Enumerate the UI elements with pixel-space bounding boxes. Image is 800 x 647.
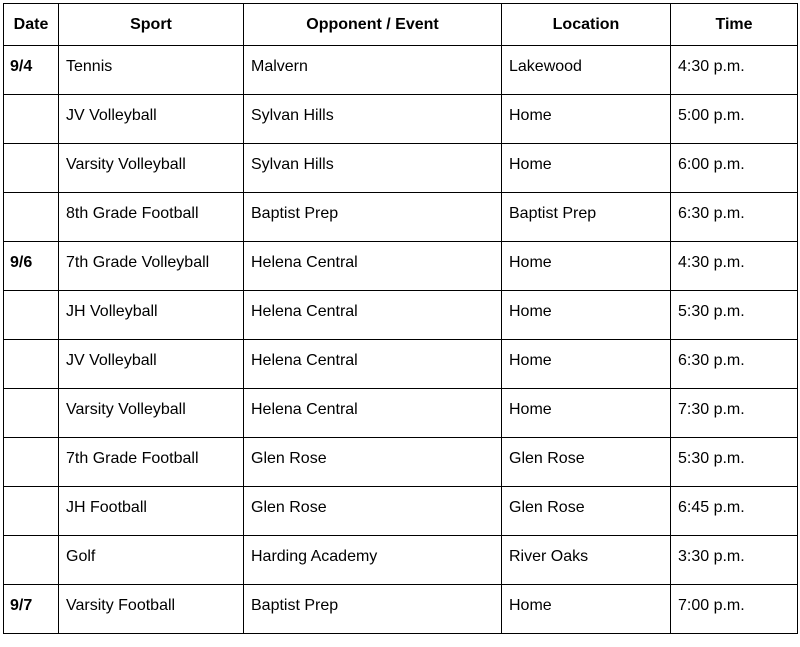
- sport-cell: 7th Grade Volleyball: [59, 242, 244, 291]
- time-cell: 4:30 p.m.: [671, 46, 798, 95]
- time-cell: 7:30 p.m.: [671, 389, 798, 438]
- date-cell: [4, 389, 59, 438]
- header-time: Time: [671, 4, 798, 46]
- date-cell: [4, 193, 59, 242]
- sport-cell: Tennis: [59, 46, 244, 95]
- opponent-cell: Helena Central: [244, 389, 502, 438]
- location-cell: River Oaks: [502, 536, 671, 585]
- opponent-cell: Malvern: [244, 46, 502, 95]
- time-cell: 3:30 p.m.: [671, 536, 798, 585]
- location-cell: Lakewood: [502, 46, 671, 95]
- location-cell: Home: [502, 242, 671, 291]
- table-body: [4, 46, 798, 634]
- location-cell: Home: [502, 291, 671, 340]
- table-row: [4, 291, 798, 340]
- opponent-cell: Helena Central: [244, 242, 502, 291]
- date-cell: [4, 95, 59, 144]
- table-row: [4, 193, 798, 242]
- table-row: [4, 242, 798, 291]
- time-cell: 5:00 p.m.: [671, 95, 798, 144]
- location-cell: Glen Rose: [502, 487, 671, 536]
- table-row: [4, 438, 798, 487]
- location-cell: Home: [502, 585, 671, 634]
- schedule-table: [3, 3, 798, 634]
- time-cell: 5:30 p.m.: [671, 291, 798, 340]
- time-cell: 4:30 p.m.: [671, 242, 798, 291]
- table-row: [4, 95, 798, 144]
- sport-cell: 7th Grade Football: [59, 438, 244, 487]
- opponent-cell: Sylvan Hills: [244, 95, 502, 144]
- location-cell: Home: [502, 144, 671, 193]
- location-cell: Home: [502, 340, 671, 389]
- time-cell: 5:30 p.m.: [671, 438, 798, 487]
- sport-cell: JV Volleyball: [59, 95, 244, 144]
- opponent-cell: Sylvan Hills: [244, 144, 502, 193]
- table-row: [4, 487, 798, 536]
- table-row: [4, 536, 798, 585]
- header-opponent: Opponent / Event: [244, 4, 502, 46]
- time-cell: 6:30 p.m.: [671, 193, 798, 242]
- sport-cell: Varsity Volleyball: [59, 144, 244, 193]
- date-cell: 9/6: [4, 242, 59, 291]
- opponent-cell: Helena Central: [244, 340, 502, 389]
- header-row: [4, 4, 798, 46]
- date-cell: [4, 487, 59, 536]
- table-header: [4, 4, 798, 46]
- time-cell: 6:45 p.m.: [671, 487, 798, 536]
- table-row: [4, 144, 798, 193]
- opponent-cell: Harding Academy: [244, 536, 502, 585]
- time-cell: 6:30 p.m.: [671, 340, 798, 389]
- table-row: [4, 46, 798, 95]
- location-cell: Home: [502, 95, 671, 144]
- sport-cell: JH Football: [59, 487, 244, 536]
- date-cell: [4, 536, 59, 585]
- opponent-cell: Glen Rose: [244, 438, 502, 487]
- opponent-cell: Helena Central: [244, 291, 502, 340]
- sport-cell: Varsity Volleyball: [59, 389, 244, 438]
- opponent-cell: Baptist Prep: [244, 585, 502, 634]
- header-location: Location: [502, 4, 671, 46]
- date-cell: [4, 291, 59, 340]
- opponent-cell: Glen Rose: [244, 487, 502, 536]
- location-cell: Home: [502, 389, 671, 438]
- sport-cell: 8th Grade Football: [59, 193, 244, 242]
- sport-cell: Golf: [59, 536, 244, 585]
- time-cell: 6:00 p.m.: [671, 144, 798, 193]
- time-cell: 7:00 p.m.: [671, 585, 798, 634]
- table-row: [4, 340, 798, 389]
- date-cell: [4, 340, 59, 389]
- header-date: Date: [4, 4, 59, 46]
- sport-cell: Varsity Football: [59, 585, 244, 634]
- sport-cell: JV Volleyball: [59, 340, 244, 389]
- location-cell: Baptist Prep: [502, 193, 671, 242]
- location-cell: Glen Rose: [502, 438, 671, 487]
- table-row: [4, 585, 798, 634]
- opponent-cell: Baptist Prep: [244, 193, 502, 242]
- header-sport: Sport: [59, 4, 244, 46]
- table-row: [4, 389, 798, 438]
- date-cell: [4, 438, 59, 487]
- sport-cell: JH Volleyball: [59, 291, 244, 340]
- date-cell: 9/7: [4, 585, 59, 634]
- date-cell: [4, 144, 59, 193]
- date-cell: 9/4: [4, 46, 59, 95]
